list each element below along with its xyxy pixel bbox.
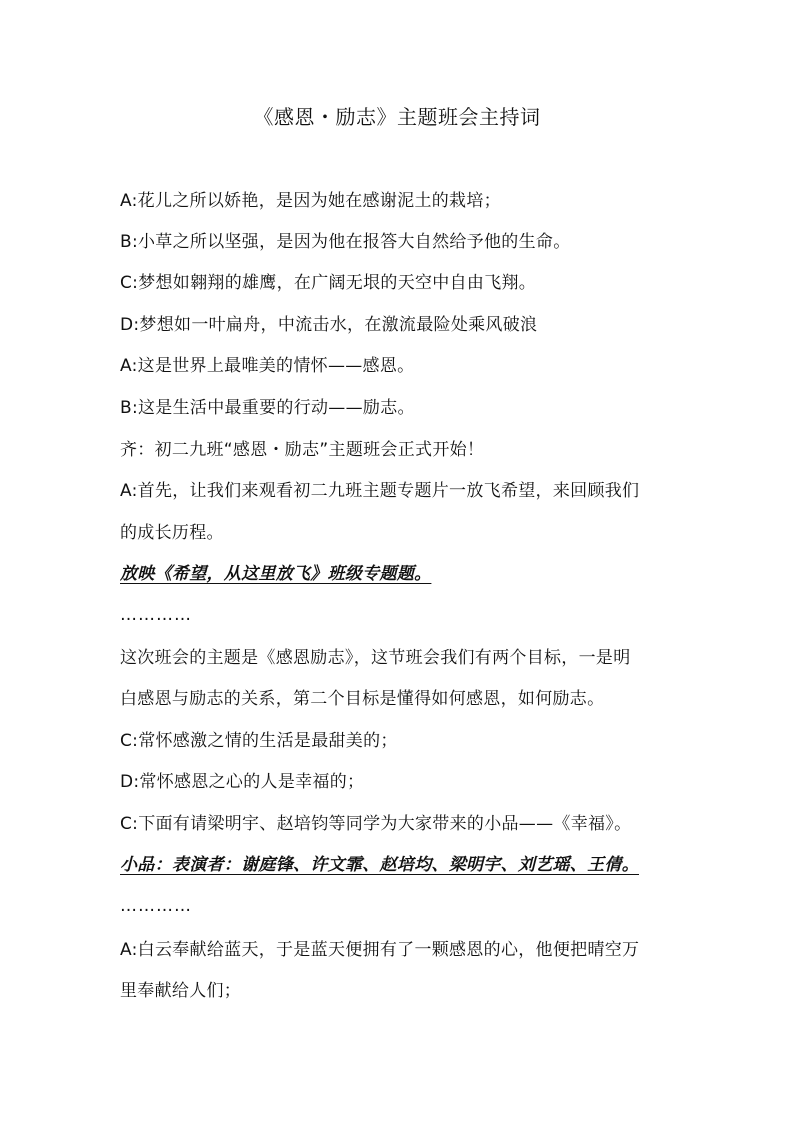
host-line-a-clouds-cont: 里奉献给人们； (120, 981, 242, 1001)
host-line-d-boat: D:梦想如一叶扁舟，中流击水，在激流最险处乘风破浪 (120, 315, 538, 335)
host-line-d-happy-heart: D:常怀感恩之心的人是幸福的； (120, 772, 365, 792)
theme-paragraph-line-2: 白感恩与励志的关系，第二个目标是懂得如何感恩，如何励志。 (120, 689, 605, 709)
host-line-b-inspiration: B:这是生活中最重要的行动——励志。 (120, 398, 415, 418)
host-line-a-flowers: A:花儿之所以娇艳，是因为她在感谢泥土的栽培； (120, 191, 501, 211)
document-title: 《感恩・励志》主题班会主持词 (253, 105, 541, 129)
stage-direction-film: 放映《希望，从这里放飞》班级专题题。 (120, 564, 432, 584)
host-line-c-eagle: C:梦想如翱翔的雄鹰，在广阔无垠的天空中自由飞翔。 (120, 273, 537, 293)
host-line-c-skit-intro: C:下面有请梁明宇、赵培钧等同学为大家带来的小品——《幸福》。 (120, 814, 632, 834)
host-line-a-gratitude: A:这是世界上最唯美的情怀——感恩。 (120, 356, 415, 376)
theme-paragraph-line-1: 这次班会的主题是《感恩励志》，这节班会我们有两个目标，一是明 (120, 648, 631, 668)
host-line-a-clouds: A:白云奉献给蓝天，于是蓝天便拥有了一颗感恩的心，他便把晴空万 (120, 940, 640, 960)
host-line-all-opening: 齐：初二九班“感恩・励志”主题班会正式开始！ (120, 440, 485, 460)
ellipsis-2: ………… (120, 896, 192, 916)
host-line-a-film-intro: A:首先，让我们来观看初二九班主题专题片一放飞希望，来回顾我们 (120, 481, 640, 501)
ellipsis-1: ………… (120, 605, 192, 625)
host-line-b-grass: B:小草之所以坚强，是因为他在报答大自然给予他的生命。 (120, 232, 571, 252)
stage-direction-skit: 小品：表演者：谢庭锋、许文霏、赵培均、梁明宇、刘艺瑶、王倩。 (120, 855, 639, 875)
host-line-c-sweet-life: C:常怀感激之情的生活是最甜美的； (120, 731, 398, 751)
host-line-a-film-intro-cont: 的成长历程。 (120, 523, 224, 543)
